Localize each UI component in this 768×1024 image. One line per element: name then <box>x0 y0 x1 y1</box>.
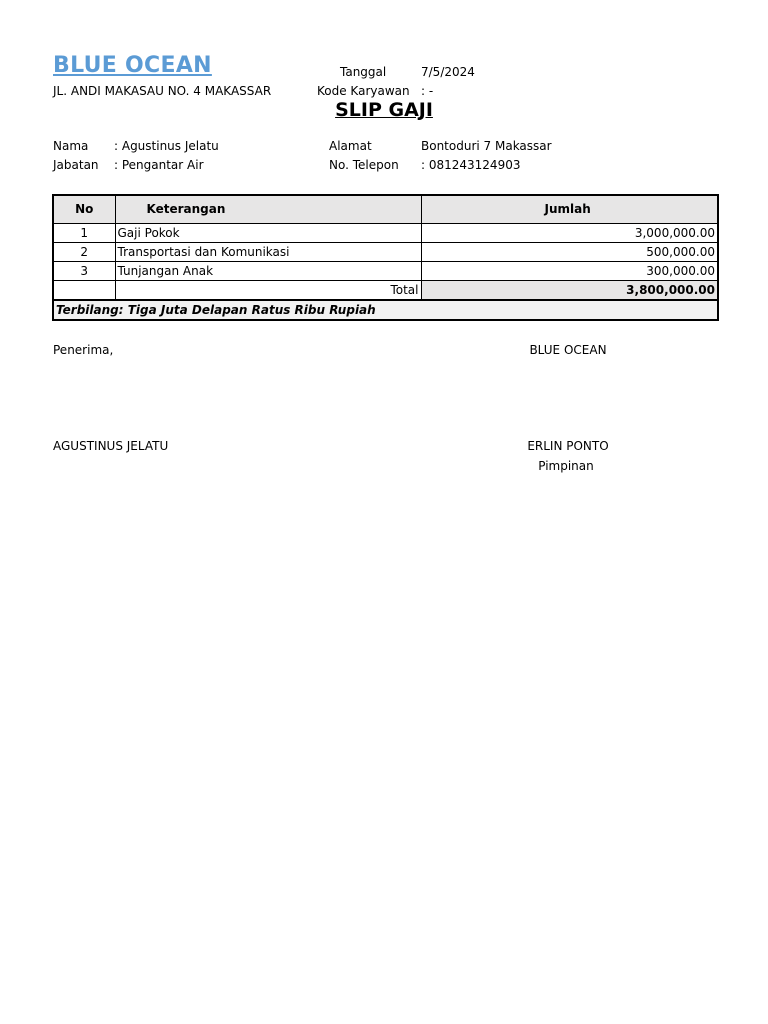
signatory-title: Pimpinan <box>538 459 594 473</box>
penerima-name: AGUSTINUS JELATU <box>53 439 169 453</box>
tanggal-value: 7/5/2024 <box>421 65 475 79</box>
nama-value: : Agustinus Jelatu <box>114 139 219 153</box>
row-keterangan: Tunjangan Anak <box>115 262 421 281</box>
total-empty-cell <box>53 281 115 301</box>
table-row <box>53 262 718 281</box>
company-address: JL. ANDI MAKASAU NO. 4 MAKASSAR <box>53 84 272 98</box>
tanggal-label: Tanggal <box>340 65 387 79</box>
header-keterangan: Keterangan <box>115 195 421 224</box>
company-name: BLUE OCEAN <box>53 53 212 78</box>
terbilang-text: Terbilang: Tiga Juta Delapan Ratus Ribu Rupiah <box>53 300 718 320</box>
slip-title: SLIP GAJI <box>335 99 433 121</box>
telepon-label: No. Telepon <box>329 158 399 172</box>
total-label: Total <box>115 281 421 301</box>
signatory-name: ERLIN PONTO <box>527 439 609 453</box>
header-no: No <box>53 195 115 224</box>
table-row <box>53 243 718 262</box>
row-no: 2 <box>53 243 115 262</box>
header-jumlah: Jumlah <box>421 195 718 224</box>
table-header-row <box>53 195 718 224</box>
row-jumlah: 500,000.00 <box>421 243 718 262</box>
total-value: 3,800,000.00 <box>421 281 718 301</box>
penerima-label: Penerima, <box>53 343 114 357</box>
jabatan-value: : Pengantar Air <box>114 158 204 172</box>
salary-table <box>52 194 719 321</box>
row-jumlah: 300,000.00 <box>421 262 718 281</box>
kode-karyawan-label: Kode Karyawan <box>317 84 410 98</box>
nama-label: Nama <box>53 139 89 153</box>
alamat-value: Bontoduri 7 Makassar <box>421 139 552 153</box>
row-keterangan: Transportasi dan Komunikasi <box>115 243 421 262</box>
row-no: 1 <box>53 224 115 243</box>
table-row <box>53 224 718 243</box>
terbilang-row <box>53 300 718 320</box>
telepon-value: : 081243124903 <box>421 158 521 172</box>
total-row <box>53 281 718 301</box>
company-signature-label: BLUE OCEAN <box>529 343 607 357</box>
row-jumlah: 3,000,000.00 <box>421 224 718 243</box>
jabatan-label: Jabatan <box>53 158 99 172</box>
row-keterangan: Gaji Pokok <box>115 224 421 243</box>
kode-karyawan-value: : - <box>421 84 434 98</box>
row-no: 3 <box>53 262 115 281</box>
alamat-label: Alamat <box>329 139 372 153</box>
